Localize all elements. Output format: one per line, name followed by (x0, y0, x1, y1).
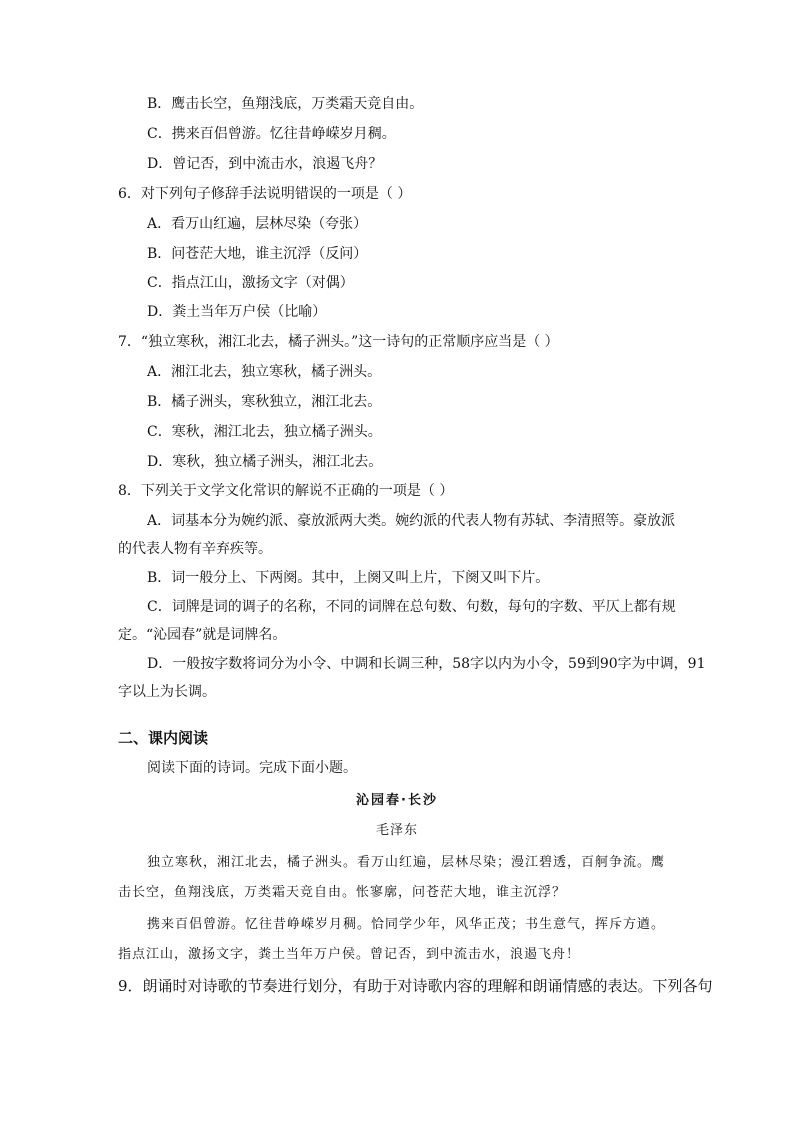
q6-option-c: C．指点江山，激扬文字（对偶） (147, 275, 354, 291)
q6-option-b: B．问苍茫大地，谁主沉浮（反问） (147, 246, 368, 262)
poem-line: 独立寒秋，湘江北去，橘子洲头。看万山红遍，层林尽染；漫江碧透，百舸争流。鹰 (147, 855, 666, 870)
q8-stem: 8．下列关于文学文化常识的解说不正确的一项是（ ） (118, 483, 454, 499)
section-heading: 二、课内阅读 (118, 729, 209, 747)
q5-option-d: D．曾记否，到中流击水，浪遏飞舟？ (147, 156, 383, 172)
section-instruction: 阅读下面的诗词。完成下面小题。 (147, 760, 357, 776)
q8-option-c-line2: 定。“沁园春”就是词牌名。 (118, 627, 287, 643)
q8-option-a-line1: A．词基本分为婉约派、豪放派两大类。婉约派的代表人物有苏轼、李清照等。豪放派 (147, 513, 676, 529)
q7-stem: 7．“独立寒秋，湘江北去，橘子洲头。”这一诗句的正常顺序应当是（ ） (118, 334, 559, 350)
poem-line: 指点江山，激扬文字，粪土当年万户侯。曾记否，到中流击水，浪遏飞舟！ (118, 947, 581, 962)
q8-option-c-line1: C．词牌是词的调子的名称，不同的词牌在总句数、句数，每句的字数、平仄上都有规 (147, 599, 676, 615)
q7-option-c: C．寒秋，湘江北去，独立橘子洲头。 (147, 424, 382, 440)
poem-title: 沁园春·长沙 (356, 793, 438, 808)
q8-option-d-line1: D．一般按字数将词分为小令、中调和长调三种，58字以内为小令，59到90字为中调，91 (147, 656, 706, 672)
q8-option-d-line2: 字以上为长调。 (118, 684, 216, 700)
q8-option-b: B．词一般分上、下两阕。其中，上阕又叫上片，下阕又叫下片。 (147, 570, 550, 586)
q7-option-d: D．寒秋，独立橘子洲头，湘江北去。 (147, 454, 383, 470)
poem-line: 携来百侣曾游。忆往昔峥嵘岁月稠。恰同学少年，风华正茂；书生意气，挥斥方遒。 (147, 917, 666, 932)
q7-option-a: A．湘江北去，独立寒秋，橘子洲头。 (147, 364, 382, 380)
q6-stem: 6．对下列句子修辞手法说明错误的一项是（ ） (118, 186, 412, 202)
q5-option-b: B．鹰击长空，鱼翔浅底，万类霜天竞自由。 (147, 96, 424, 112)
q6-option-a: A．看万山红遍，层林尽染（夸张） (147, 216, 368, 232)
poem-line: 击长空，鱼翔浅底，万类霜天竞自由。怅寥廓，问苍茫大地，谁主沉浮？ (118, 885, 567, 900)
q8-option-a-line2: 的代表人物有辛弃疾等。 (118, 541, 272, 557)
q5-option-c: C．携来百侣曾游。忆往昔峥嵘岁月稠。 (147, 126, 396, 142)
q7-option-b: B．橘子洲头，寒秋独立，湘江北去。 (147, 394, 382, 410)
q6-option-d: D．粪土当年万户侯（比喻） (147, 304, 327, 320)
poem-author: 毛泽东 (375, 823, 418, 838)
q9-stem: 9．朗诵时对诗歌的节奏进行划分，有助于对诗歌内容的理解和朗诵情感的表达。下列各句 (118, 977, 713, 995)
